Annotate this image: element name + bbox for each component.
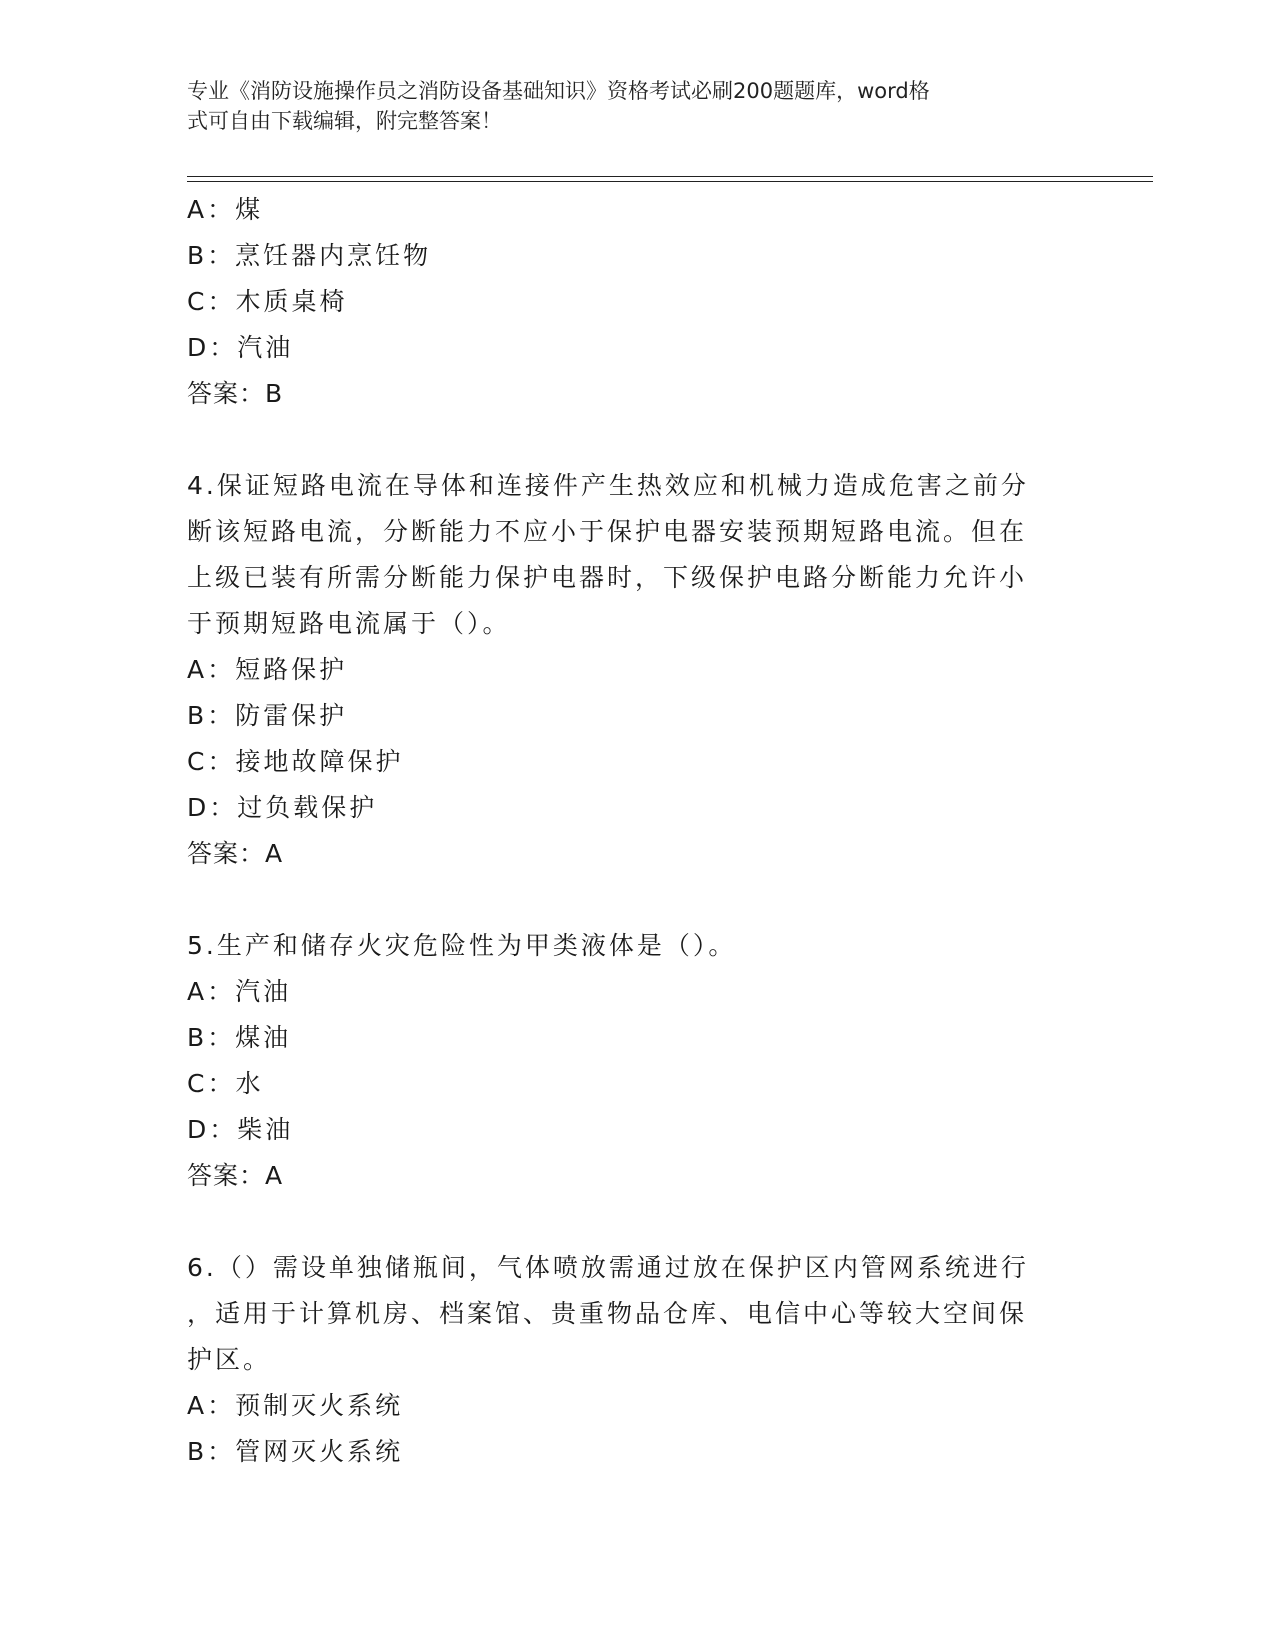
question-list (187, 187, 1067, 1475)
header-line-1: 专业《消防设施操作员之消防设备基础知识》资格考试必刷200题题库，word格 (187, 79, 930, 103)
header-divider-bottom (187, 181, 1153, 182)
option-a: A：短路保护 (187, 655, 348, 684)
option-c: C：水 (187, 1069, 264, 1098)
question-text-line: 上级已装有所需分断能力保护电器时，下级保护电路分断能力允许小 (187, 563, 1028, 592)
option-b: B：烹饪器内烹饪物 (187, 241, 432, 270)
option-a: A：预制灭火系统 (187, 1391, 404, 1420)
spacer (187, 417, 1067, 463)
option-a: A：汽油 (187, 977, 292, 1006)
question-text-line: 5.生产和储存火灾危险性为甲类液体是（）。 (187, 931, 737, 960)
option-b: B：煤油 (187, 1023, 292, 1052)
header-line-2: 式可自由下载编辑，附完整答案！ (187, 109, 502, 133)
option-b: B：管网灭火系统 (187, 1437, 404, 1466)
answer: 答案：A (187, 1161, 284, 1190)
option-d: D：汽油 (187, 333, 294, 362)
option-d: D：柴油 (187, 1115, 294, 1144)
question-text-line: 断该短路电流，分断能力不应小于保护电器安装预期短路电流。但在 (187, 517, 1028, 546)
question-text-line: 护区。 (187, 1345, 272, 1374)
answer: 答案：B (187, 379, 284, 408)
header-divider-top (187, 176, 1153, 177)
question-5 (187, 923, 1067, 1199)
question-text-line: 4.保证短路电流在导体和连接件产生热效应和机械力造成危害之前分 (187, 471, 1029, 500)
question-text-line: ，适用于计算机房、档案馆、贵重物品仓库、电信中心等较大空间保 (187, 1299, 1028, 1328)
question-4 (187, 463, 1067, 877)
question-text-line: 于预期短路电流属于（）。 (187, 609, 511, 638)
option-d: D：过负载保护 (187, 793, 378, 822)
question-3 (187, 187, 1067, 417)
answer: 答案：A (187, 839, 284, 868)
option-a: A：煤 (187, 195, 264, 224)
option-c: C：木质桌椅 (187, 287, 348, 316)
question-6 (187, 1245, 1067, 1475)
spacer (187, 1199, 1067, 1245)
spacer (187, 877, 1067, 923)
option-b: B：防雷保护 (187, 701, 348, 730)
document-header (187, 76, 1067, 136)
question-text-line: 6.（）需设单独储瓶间，气体喷放需通过放在保护区内管网系统进行 (187, 1253, 1029, 1282)
option-c: C：接地故障保护 (187, 747, 404, 776)
